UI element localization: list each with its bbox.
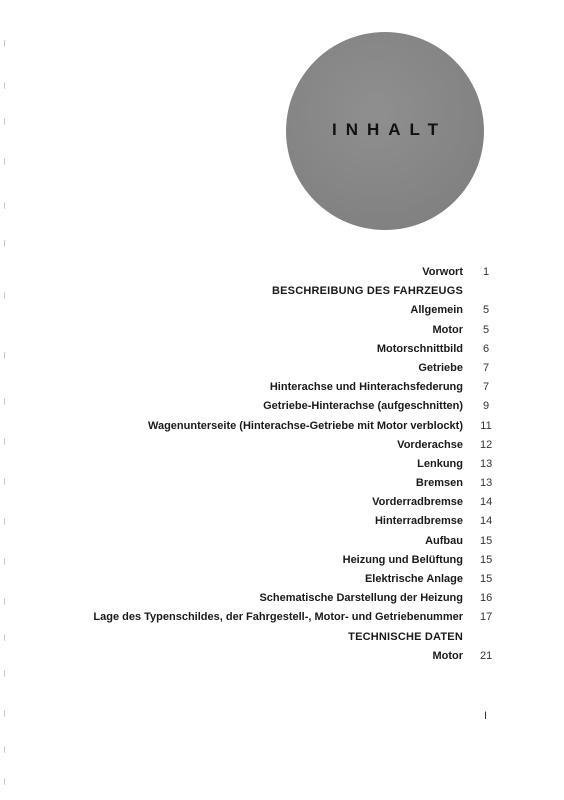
toc-section-heading	[0, 282, 564, 301]
toc-entry	[0, 378, 564, 397]
toc-entry-label: Elektrische Anlage	[364, 573, 463, 585]
toc-entry-label: Motor	[432, 323, 463, 336]
toc-entry-page: 9	[482, 400, 490, 413]
toc-entry-label: Getriebe	[418, 361, 463, 374]
toc-entry	[0, 263, 564, 282]
toc-entry-page: 6	[482, 342, 490, 355]
toc-entry	[0, 397, 564, 416]
toc-entry-page: 15	[480, 553, 493, 566]
toc-entry-label: Lenkung	[417, 457, 463, 470]
toc-entry-page: 14	[480, 496, 493, 509]
toc-entry	[0, 474, 564, 493]
toc-entry-label: Lage des Typenschildes, der Fahrgestell-, Motor- und Getriebenummer	[93, 611, 463, 624]
toc-entry-page: 15	[480, 573, 493, 585]
toc-entry-label: Motor	[432, 649, 463, 662]
toc-entry-page: 15	[480, 534, 493, 547]
toc-entry	[0, 301, 564, 320]
toc-entry-page: 17	[480, 611, 493, 624]
toc-entry-label: Heizung und Belüftung	[342, 553, 463, 566]
toc-entry-label: Vorderachse	[397, 438, 463, 451]
toc-entry	[0, 455, 564, 474]
toc-entry-page: 1	[482, 266, 490, 278]
toc-entry	[0, 608, 564, 627]
toc-entry-label: TECHNISCHE DATEN	[348, 630, 463, 643]
toc-entry-page: 5	[482, 323, 490, 336]
toc-entry-label: Hinterradbremse	[374, 515, 463, 528]
toc-entry-page: 13	[480, 477, 493, 490]
toc-entry-label: Motorschnittbild	[376, 342, 463, 355]
page-title: INHALT	[331, 120, 448, 139]
toc-entry	[0, 647, 564, 666]
toc-entry-page: 16	[480, 592, 493, 605]
toc-entry	[0, 359, 564, 378]
toc-entry	[0, 570, 564, 589]
toc-entry-page: 5	[482, 304, 490, 317]
toc-entry	[0, 340, 564, 359]
toc-entry-label: Schematische Darstellung der Heizung	[259, 592, 463, 605]
toc-entry-page: 7	[482, 361, 490, 374]
toc-entry-label: Hinterachse und Hinterachsfederung	[269, 381, 463, 394]
toc-entry-label: Wagenunterseite (Hinterachse-Getriebe mit Motor verblockt)	[148, 419, 463, 432]
toc-entry	[0, 589, 564, 608]
toc-entry	[0, 493, 564, 512]
toc-entry-page: 13	[480, 457, 493, 470]
toc-entry-page: 11	[480, 419, 492, 432]
toc-entry	[0, 321, 564, 340]
toc-entry-page: 14	[480, 515, 493, 528]
title-circle	[286, 32, 484, 230]
toc-entry-page: 7	[482, 381, 490, 394]
toc-entry	[0, 551, 564, 570]
toc-entry-page: 21	[480, 649, 493, 662]
toc-entry	[0, 532, 564, 551]
toc-entry-label: Vorwort	[422, 266, 463, 278]
toc-entry-label: Allgemein	[410, 304, 463, 317]
toc-entry-label: Vorderradbremse	[372, 496, 463, 509]
toc-section-heading	[0, 628, 564, 647]
toc-entry	[0, 417, 564, 436]
table-of-contents	[0, 263, 564, 666]
page-number: I	[484, 710, 488, 722]
toc-entry-label: Aufbau	[425, 534, 463, 547]
toc-entry-label: Bremsen	[415, 477, 463, 490]
toc-entry-label: BESCHREIBUNG DES FAHRZEUGS	[272, 285, 463, 298]
toc-entry	[0, 436, 564, 455]
toc-entry	[0, 512, 564, 531]
toc-entry-label: Getriebe-Hinterachse (aufgeschnitten)	[263, 400, 463, 413]
toc-entry-page: 12	[480, 438, 493, 451]
